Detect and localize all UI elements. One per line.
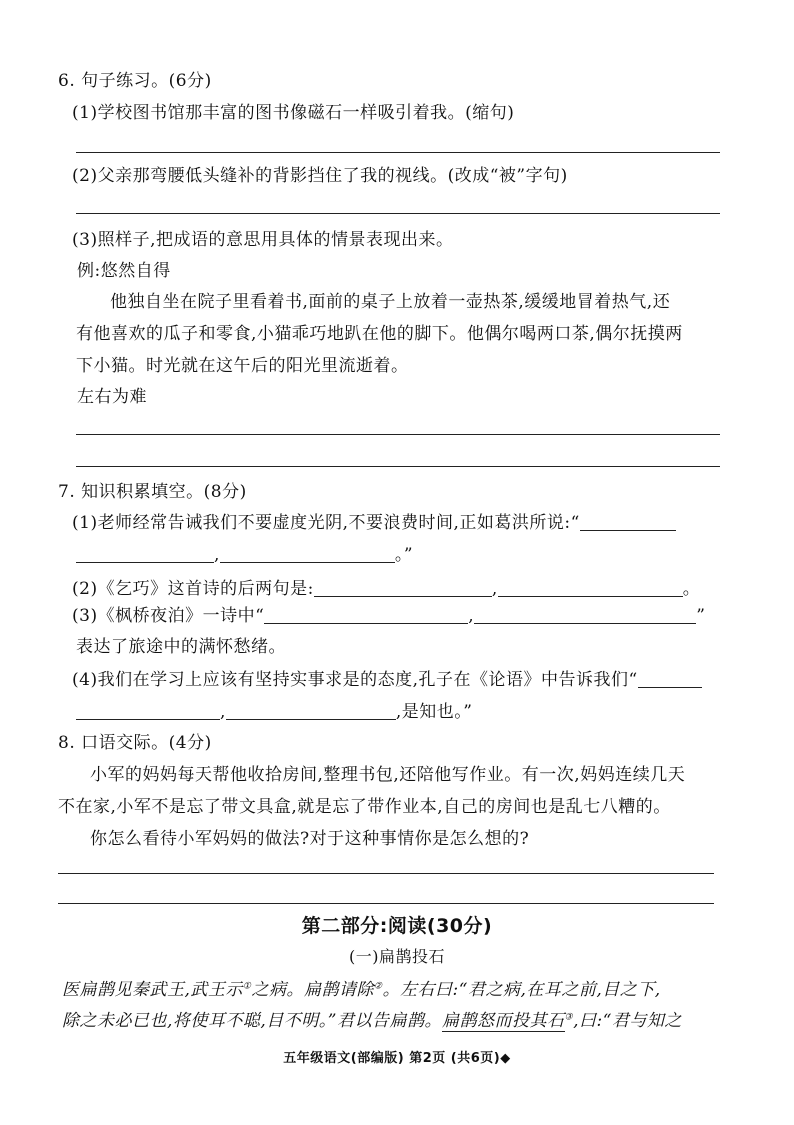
- answer-line[interactable]: [76, 152, 720, 153]
- footnote-mark: ①: [242, 981, 252, 992]
- q7-item-2: [72, 578, 700, 600]
- comma: ,: [220, 702, 226, 722]
- answer-line[interactable]: [76, 434, 720, 435]
- q7-item-1-cont: [76, 544, 413, 566]
- q7-item-4: [72, 669, 702, 691]
- footnote-mark: ③: [564, 1012, 574, 1023]
- blank[interactable]: [580, 514, 676, 531]
- q7-item-3-cont: 表达了旅途中的满怀愁绪。: [76, 637, 286, 657]
- comma: ,: [491, 579, 498, 599]
- answer-line[interactable]: [76, 466, 720, 467]
- q7-item-4-cont: [76, 701, 473, 723]
- blank[interactable]: [314, 580, 492, 597]
- answer-line[interactable]: [58, 873, 714, 874]
- punct: ,是知也。”: [395, 702, 473, 722]
- blank[interactable]: [638, 671, 702, 688]
- punct: ”: [696, 606, 706, 626]
- blank[interactable]: [226, 703, 396, 720]
- blank[interactable]: [220, 546, 395, 563]
- q7-item-4-text: (4)我们在学习上应该有坚持实事求是的态度,孔子在《论语》中告诉我们“: [72, 670, 638, 690]
- blank[interactable]: [474, 607, 696, 624]
- q8-paragraph: 不在家,小军不是忘了带文具盒,就是忘了带作业本,自己的房间也是乱七八糟的。: [58, 797, 671, 817]
- part2-title: 第二部分:阅读(30分): [301, 915, 493, 937]
- punct: 。: [682, 579, 701, 599]
- q6-sentence-3: (3)照样子,把成语的意思用具体的情景表现出来。: [72, 230, 454, 250]
- q6-example-line: 下小猫。时光就在这午后的阳光里流逝着。: [76, 356, 409, 376]
- text: ,曰:“君与知之: [573, 1011, 682, 1031]
- q6-example-line: 他独自坐在院子里看着书,面前的桌子上放着一壶热茶,缓缓地冒着热气,还: [110, 292, 671, 312]
- q8-title: 8. 口语交际。(4分): [58, 733, 212, 753]
- q7-item-1-text: (1)老师经常告诫我们不要虚度光阴,不要浪费时间,正如葛洪所说:“: [72, 513, 580, 533]
- text: 之病。扁鹊请除: [251, 980, 374, 1000]
- reading-line-1: [62, 979, 661, 1001]
- q7-item-3: [72, 605, 705, 627]
- comma: ,: [468, 606, 475, 626]
- q7-item-2-text: (2)《乞巧》这首诗的后两句是:: [72, 579, 314, 599]
- blank[interactable]: [264, 607, 468, 624]
- text: 。左右曰:“君之病,在耳之前,目之下,: [382, 980, 661, 1000]
- comma: ,: [214, 545, 220, 565]
- answer-line[interactable]: [76, 213, 720, 214]
- text: 医扁鹊见秦武王,武王示: [62, 980, 243, 1000]
- q6-sentence-1: (1)学校图书馆那丰富的图书像磁石一样吸引着我。(缩句): [72, 103, 515, 123]
- text: 除之未必已也,将使耳不聪,目不明。”君以告扁鹊。: [62, 1011, 442, 1031]
- underlined-sentence: 扁鹊怒而投其石: [442, 1011, 565, 1031]
- q7-item-3-text: (3)《枫桥夜泊》一诗中“: [72, 606, 265, 626]
- reading-line-2: [62, 1010, 682, 1032]
- punct: 。”: [394, 545, 414, 565]
- q8-paragraph: 小军的妈妈每天帮他收拾房间,整理书包,还陪他写作业。有一次,妈妈连续几天: [90, 765, 686, 785]
- q6-title: 6. 句子练习。(6分): [58, 71, 212, 91]
- q6-example-label: 例:悠然自得: [77, 261, 171, 281]
- footnote-mark: ②: [373, 981, 383, 992]
- q6-example-line: 有他喜欢的瓜子和零食,小猫乖巧地趴在他的脚下。他偶尔喝两口茶,偶尔抚摸两: [76, 324, 683, 344]
- q8-question: 你怎么看待小军妈妈的做法?对于这种事情你是怎么想的?: [90, 829, 530, 849]
- answer-line[interactable]: [58, 903, 714, 904]
- q6-sentence-2: (2)父亲那弯腰低头缝补的背影挡住了我的视线。(改成“被”字句): [72, 166, 568, 186]
- blank[interactable]: [76, 546, 214, 563]
- part2-subtitle: (一)扁鹊投石: [349, 947, 445, 966]
- blank[interactable]: [76, 703, 220, 720]
- q7-item-1: [72, 512, 676, 534]
- blank[interactable]: [498, 580, 683, 597]
- page-footer: 五年级语文(部编版) 第2页 (共6页)◆: [283, 1051, 511, 1066]
- q6-idiom: 左右为难: [77, 387, 147, 407]
- q7-title: 7. 知识积累填空。(8分): [58, 482, 247, 502]
